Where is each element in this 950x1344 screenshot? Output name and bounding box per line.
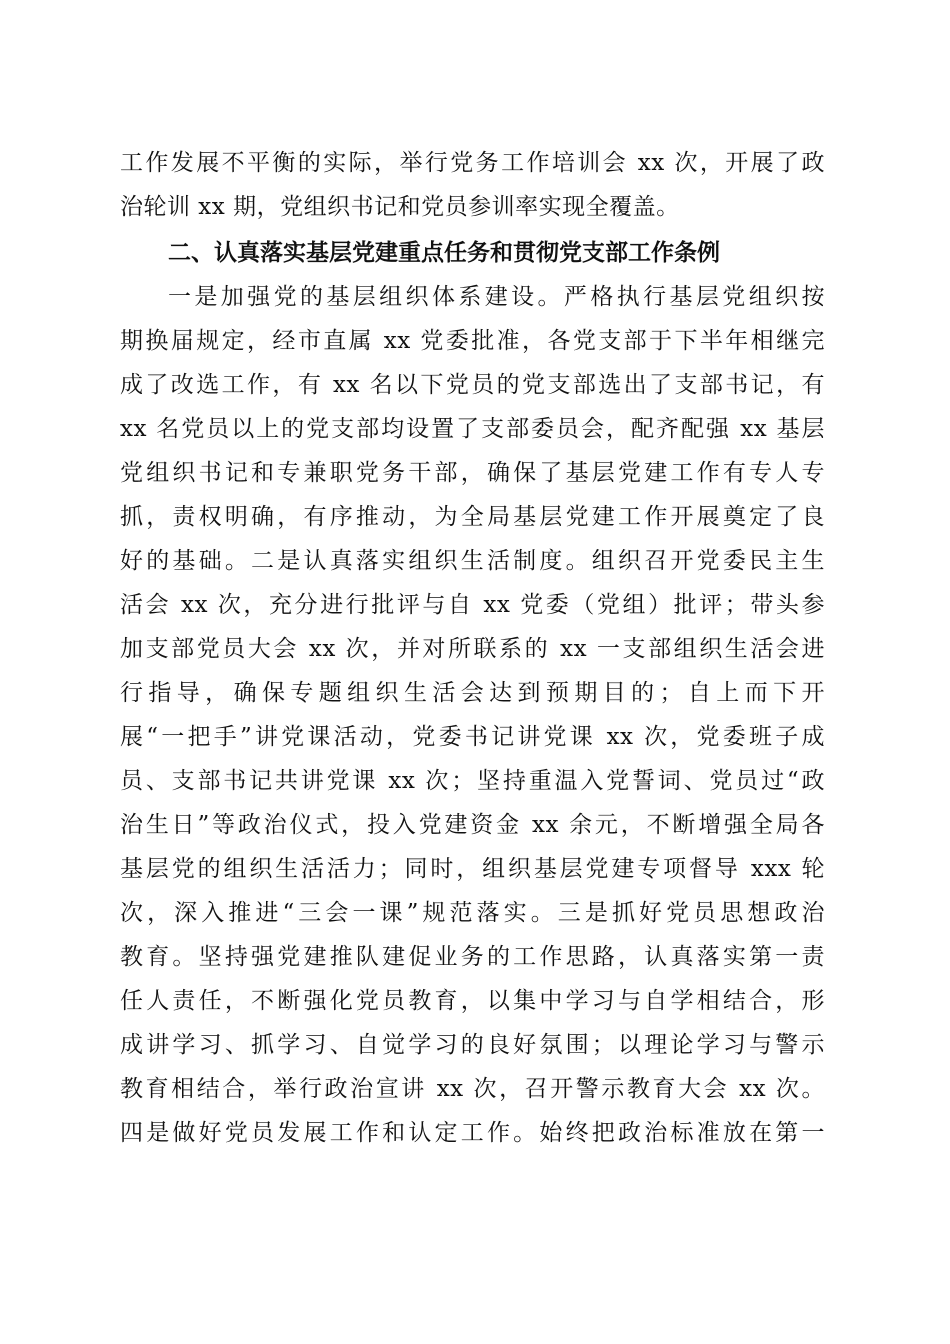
intro-line-2: 治轮训 xx 期，党组织书记和党员参训率实现全覆盖。 bbox=[120, 194, 680, 220]
body-line-13: 治生日”等政治仪式，投入党建资金 xx 余元，不断增强全局各 bbox=[120, 812, 825, 838]
body-line-10: 行指导，确保专题组织生活会达到预期目的；自上而下开 bbox=[120, 680, 825, 706]
body-line-12: 员、支部书记共讲党课 xx 次；坚持重温入党誓词、党员过“政 bbox=[120, 768, 825, 794]
intro-line-1: 工作发展不平衡的实际，举行党务工作培训会 xx 次，开展了政 bbox=[120, 150, 825, 176]
body-line-8: 活会 xx 次，充分进行批评与自 xx 党委（党组）批评；带头参 bbox=[120, 592, 825, 618]
body-line-16: 教育。坚持强党建推队建促业务的工作思路，认真落实第一责 bbox=[120, 944, 825, 970]
body-line-9: 加支部党员大会 xx 次，并对所联系的 xx 一支部组织生活会进 bbox=[120, 636, 825, 662]
section-heading: 二、认真落实基层党建重点任务和贯彻党支部工作条例 bbox=[168, 240, 720, 266]
body-line-19: 教育相结合，举行政治宣讲 xx 次，召开警示教育大会 xx 次。 bbox=[120, 1076, 825, 1102]
body-line-2: 期换届规定，经市直属 xx 党委批准，各党支部于下半年相继完 bbox=[120, 328, 825, 354]
body-line-18: 成讲学习、抓学习、自觉学习的良好氛围；以理论学习与警示 bbox=[120, 1032, 825, 1058]
body-line-1: 一是加强党的基层组织体系建设。严格执行基层党组织按 bbox=[168, 284, 825, 310]
body-line-17: 任人责任，不断强化党员教育，以集中学习与自学相结合，形 bbox=[120, 988, 825, 1014]
body-line-4: xx 名党员以上的党支部均设置了支部委员会，配齐配强 xx 基层 bbox=[120, 416, 825, 442]
body-line-5: 党组织书记和专兼职党务干部，确保了基层党建工作有专人专 bbox=[120, 460, 825, 486]
body-line-3: 成了改选工作，有 xx 名以下党员的党支部选出了支部书记，有 bbox=[120, 372, 825, 398]
body-line-6: 抓，责权明确，有序推动，为全局基层党建工作开展奠定了良 bbox=[120, 504, 825, 530]
body-line-14: 基层党的组织生活活力；同时，组织基层党建专项督导 xxx 轮 bbox=[120, 856, 825, 882]
body-line-15: 次，深入推进“三会一课”规范落实。三是抓好党员思想政治 bbox=[120, 900, 825, 926]
body-line-20: 四是做好党员发展工作和认定工作。始终把政治标准放在第一 bbox=[120, 1120, 825, 1146]
body-line-11: 展“一把手”讲党课活动，党委书记讲党课 xx 次，党委班子成 bbox=[120, 724, 825, 750]
body-line-7: 好的基础。二是认真落实组织生活制度。组织召开党委民主生 bbox=[120, 548, 825, 574]
